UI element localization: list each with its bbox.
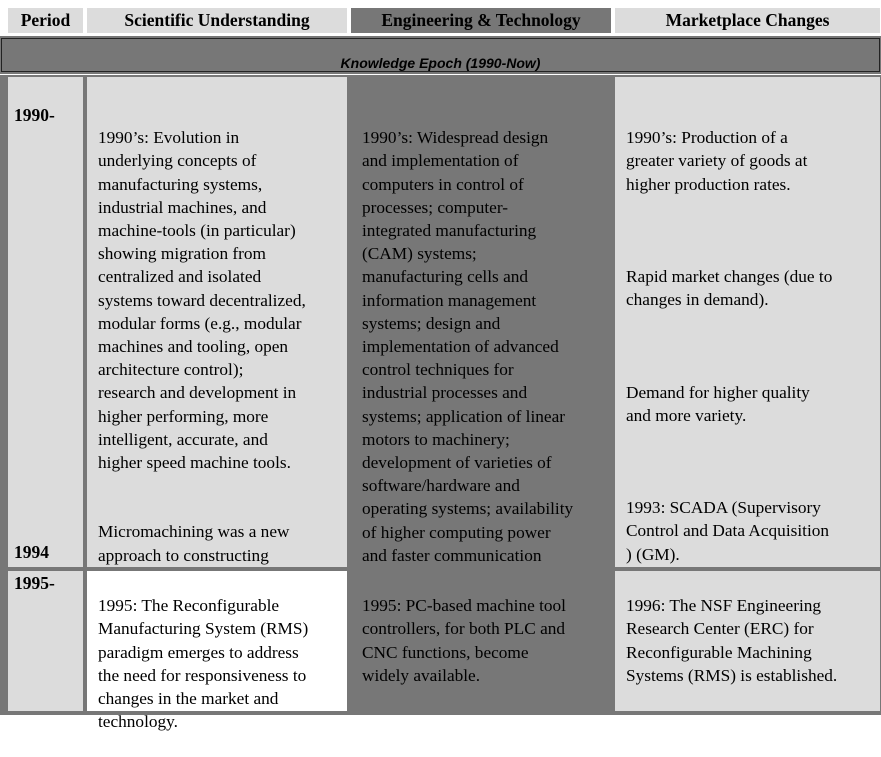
row1-engineering-text: [362, 103, 573, 613]
row2-scientific-para-1: 1995: The Reconfigurable Manufacturing System (RMS) paradigm emerges to address the need for responsiveness to changes in the market and technology.: [98, 596, 309, 732]
row1-engineering-cell: [351, 77, 611, 567]
epoch-band: [0, 36, 881, 74]
row2-engineering-cell: [351, 571, 611, 711]
row2-scientific-text: [98, 571, 308, 757]
header-period-label: Period: [20, 10, 71, 30]
row1-marketplace-para-1: 1990’s: Production of a greater variety of goods at higher production rates.: [626, 128, 808, 194]
row2-period-cell: [8, 571, 83, 711]
header-scientific-label: Scientific Understanding: [124, 10, 310, 30]
row1-period-start: 1990-: [14, 105, 55, 125]
row2-marketplace-text: [626, 571, 837, 710]
header-marketplace: [615, 8, 880, 33]
row1-scientific-para-2: Micromachining was a new approach to constructing: [98, 522, 290, 565]
row2-scientific-cell: [87, 571, 347, 732]
row1-period-cell: [8, 77, 83, 567]
header-engineering: [351, 8, 611, 33]
row1-marketplace-para-2: Rapid market changes (due to changes in demand).: [626, 267, 833, 310]
row1-marketplace-text: [626, 103, 832, 589]
row2-engineering-text: [362, 571, 566, 710]
header-period: [8, 8, 83, 33]
row1-scientific-cell: [87, 77, 347, 567]
row1-period-end: 1994: [14, 542, 49, 562]
header-engineering-label: Engineering & Technology: [381, 10, 581, 30]
row1-engineering-para-1: 1990’s: Widespread design and implementation of computers in control of processes; computer- integrated manufacturing (CAM) systems; manufacturing cells and information management systems; design and implementation of advanced control techniques for industrial processes and systems; application of linear motors to machinery; development of varieties of software/hardware and operating systems; availability of higher computing power and faster communication: [362, 128, 574, 565]
row2-marketplace-cell: [615, 571, 880, 711]
header-marketplace-label: Marketplace Changes: [665, 10, 830, 30]
row1-marketplace-cell: [615, 77, 880, 567]
row2-marketplace-para-1: 1996: The NSF Engineering Research Center (ERC) for Reconfigurable Machining Systems (RMS) is established.: [626, 596, 838, 685]
row1-scientific-para-1: 1990’s: Evolution in underlying concepts of manufacturing systems, industrial machines, and machine-tools (in particular) showing migration from centralized and isolated systems toward decentralized, modular forms (e.g., modular machines and tooling, open architecture control); research and development in higher performing, more intelligent, accurate, and higher speed machine tools.: [98, 128, 306, 473]
header-scientific: [87, 8, 347, 33]
row2-period-start: 1995-: [14, 573, 55, 593]
row1-scientific-text: [98, 103, 306, 613]
row2-engineering-para-1: 1995: PC-based machine tool controllers, for both PLC and CNC functions, become widely available.: [362, 596, 566, 685]
epoch-title: Knowledge Epoch (1990-Now): [340, 55, 541, 71]
row1-marketplace-para-4: 1993: SCADA (Supervisory Control and Data Acquisition ) (GM).: [626, 498, 830, 564]
row1-marketplace-para-3: Demand for higher quality and more variety.: [626, 382, 810, 425]
